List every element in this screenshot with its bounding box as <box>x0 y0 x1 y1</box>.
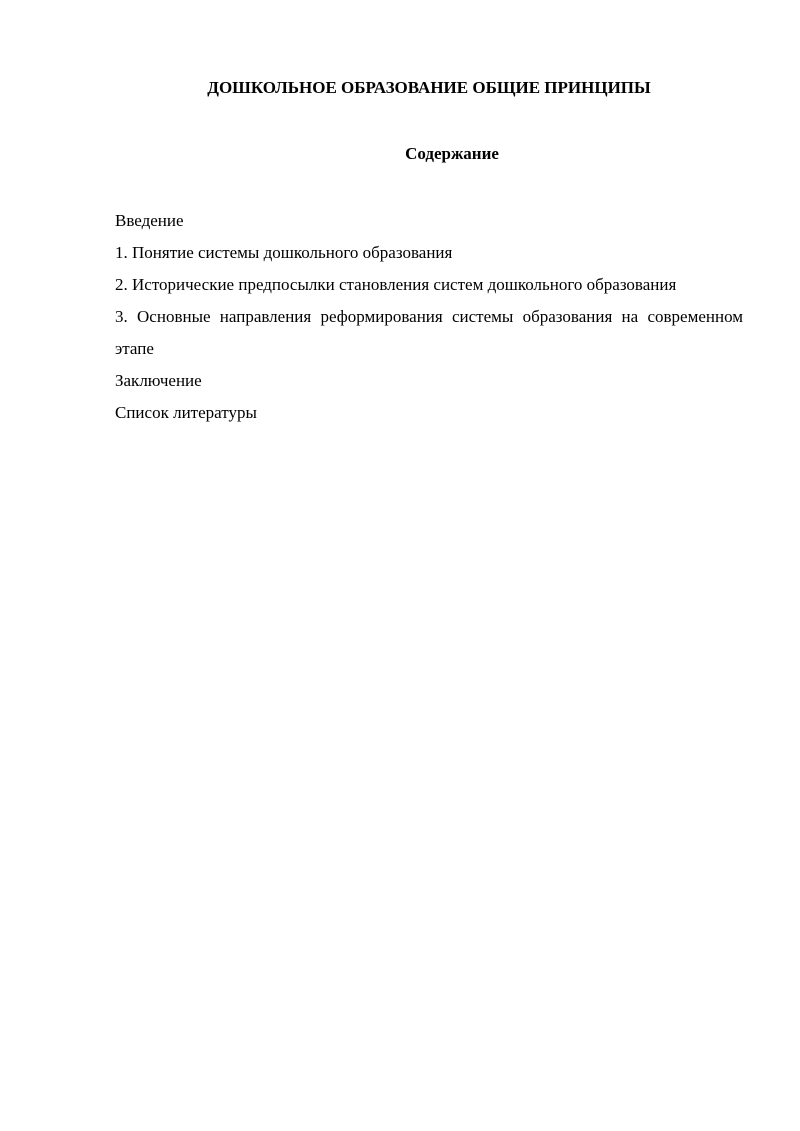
table-of-contents <box>115 205 743 429</box>
toc-item-conclusion: Заключение <box>115 371 202 390</box>
toc-heading: Содержание <box>405 144 499 163</box>
toc-item-introduction: Введение <box>115 211 184 230</box>
toc-item-section-3: 3. Основные направления реформирования системы образования на современном этапе <box>115 307 743 358</box>
document-title: ДОШКОЛЬНОЕ ОБРАЗОВАНИЕ ОБЩИЕ ПРИНЦИПЫ <box>207 78 651 97</box>
toc-item-section-2: 2. Исторические предпосылки становления систем дошкольного образования <box>115 275 677 294</box>
toc-item-references: Список литературы <box>115 403 257 422</box>
toc-item-section-1: 1. Понятие системы дошкольного образования <box>115 243 453 262</box>
